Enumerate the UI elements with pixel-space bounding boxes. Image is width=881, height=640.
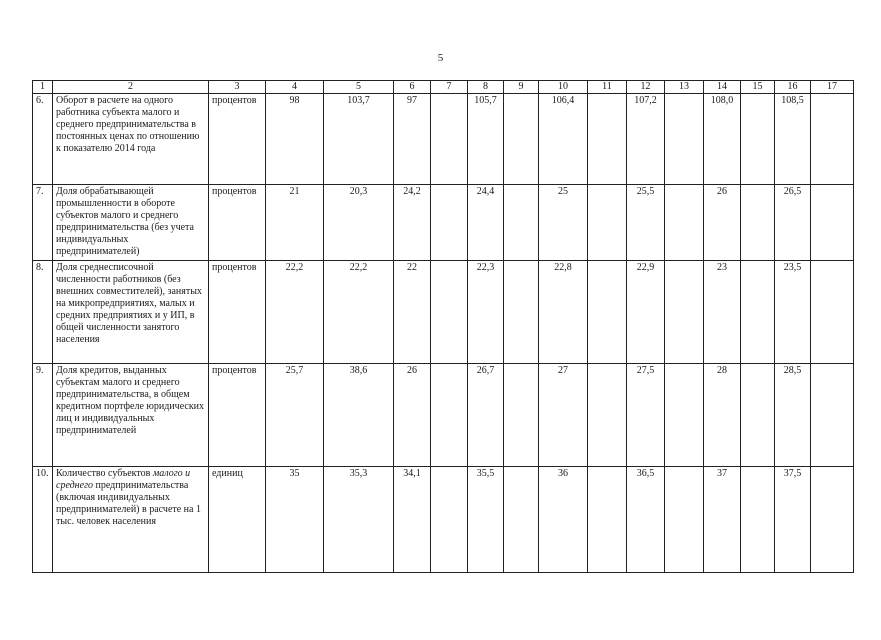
value-cell: 23,5 — [775, 261, 811, 364]
value-cell: 25,5 — [627, 185, 665, 261]
value-cell — [741, 185, 775, 261]
value-cell: 35 — [266, 467, 324, 573]
value-cell — [504, 467, 539, 573]
value-cell — [431, 185, 468, 261]
value-cell — [588, 94, 627, 185]
column-header: 7 — [431, 81, 468, 94]
value-cell — [431, 261, 468, 364]
value-cell — [665, 467, 704, 573]
column-header: 12 — [627, 81, 665, 94]
value-cell — [588, 261, 627, 364]
value-cell: 22,9 — [627, 261, 665, 364]
value-cell: 108,5 — [775, 94, 811, 185]
indicator-name: Доля обрабатывающей промышленности в обороте субъектов малого и среднего предпринимательства (без учета индивидуальных предпринимателей) — [53, 185, 209, 261]
value-cell — [665, 261, 704, 364]
value-cell: 37,5 — [775, 467, 811, 573]
unit: процентов — [209, 364, 266, 467]
value-cell: 22,3 — [468, 261, 504, 364]
column-header: 9 — [504, 81, 539, 94]
value-cell — [811, 94, 854, 185]
indicator-name: Оборот в расчете на одного работника субъекта малого и среднего предпринимательства в постоянных ценах по отношению к показателю 2014 года — [53, 94, 209, 185]
value-cell: 25 — [539, 185, 588, 261]
unit: процентов — [209, 261, 266, 364]
value-cell: 26,7 — [468, 364, 504, 467]
indicator-name: Доля кредитов, выданных субъектам малого и среднего предпринимательства, в общем кредитном портфеле юридических лиц и индивидуальных предпринимателей — [53, 364, 209, 467]
column-header: 8 — [468, 81, 504, 94]
value-cell — [431, 467, 468, 573]
value-cell: 28 — [704, 364, 741, 467]
value-cell: 26 — [394, 364, 431, 467]
value-cell: 36,5 — [627, 467, 665, 573]
column-header: 17 — [811, 81, 854, 94]
indicator-name — [53, 467, 209, 573]
value-cell — [504, 261, 539, 364]
table-row — [33, 94, 854, 185]
value-cell: 38,6 — [324, 364, 394, 467]
column-header: 13 — [665, 81, 704, 94]
value-cell — [811, 185, 854, 261]
row-number: 10. — [33, 467, 53, 573]
column-header: 1 — [33, 81, 53, 94]
column-header: 11 — [588, 81, 627, 94]
indicator-table — [32, 80, 854, 573]
row-number: 6. — [33, 94, 53, 185]
indicator-name-italic-part: малого и среднего — [56, 468, 191, 491]
value-cell — [431, 364, 468, 467]
value-cell: 21 — [266, 185, 324, 261]
column-header: 16 — [775, 81, 811, 94]
value-cell: 97 — [394, 94, 431, 185]
value-cell — [811, 467, 854, 573]
value-cell — [741, 94, 775, 185]
table-row — [33, 261, 854, 364]
value-cell: 106,4 — [539, 94, 588, 185]
value-cell: 20,3 — [324, 185, 394, 261]
value-cell — [504, 94, 539, 185]
value-cell: 35,3 — [324, 467, 394, 573]
value-cell: 26 — [704, 185, 741, 261]
row-number: 8. — [33, 261, 53, 364]
value-cell — [588, 364, 627, 467]
value-cell — [504, 185, 539, 261]
column-header: 4 — [266, 81, 324, 94]
value-cell: 22 — [394, 261, 431, 364]
column-number-row — [33, 81, 854, 94]
value-cell: 108,0 — [704, 94, 741, 185]
value-cell: 28,5 — [775, 364, 811, 467]
value-cell: 24,2 — [394, 185, 431, 261]
value-cell: 26,5 — [775, 185, 811, 261]
indicator-name-part: Количество субъектов — [56, 468, 153, 479]
column-header: 15 — [741, 81, 775, 94]
value-cell: 34,1 — [394, 467, 431, 573]
column-header: 10 — [539, 81, 588, 94]
value-cell — [588, 185, 627, 261]
value-cell: 22,8 — [539, 261, 588, 364]
value-cell: 105,7 — [468, 94, 504, 185]
table-row — [33, 364, 854, 467]
value-cell: 24,4 — [468, 185, 504, 261]
value-cell — [741, 364, 775, 467]
value-cell: 103,7 — [324, 94, 394, 185]
value-cell: 37 — [704, 467, 741, 573]
value-cell: 98 — [266, 94, 324, 185]
column-header: 14 — [704, 81, 741, 94]
row-number: 7. — [33, 185, 53, 261]
column-header: 6 — [394, 81, 431, 94]
value-cell — [665, 364, 704, 467]
value-cell: 107,2 — [627, 94, 665, 185]
table-row — [33, 185, 854, 261]
value-cell: 22,2 — [324, 261, 394, 364]
page-number: 5 — [437, 52, 444, 64]
value-cell: 25,7 — [266, 364, 324, 467]
unit: процентов — [209, 185, 266, 261]
column-header: 5 — [324, 81, 394, 94]
indicator-name-part: предпринимательства (включая индивидуальных предпринимателей) в расчете на 1 тыс. человек населения — [56, 480, 201, 527]
unit: единиц — [209, 467, 266, 573]
value-cell — [665, 185, 704, 261]
value-cell — [811, 364, 854, 467]
value-cell: 22,2 — [266, 261, 324, 364]
value-cell: 23 — [704, 261, 741, 364]
value-cell — [811, 261, 854, 364]
value-cell — [741, 261, 775, 364]
unit: процентов — [209, 94, 266, 185]
value-cell — [741, 467, 775, 573]
value-cell — [504, 364, 539, 467]
table-row — [33, 467, 854, 573]
column-header: 3 — [209, 81, 266, 94]
value-cell: 35,5 — [468, 467, 504, 573]
value-cell — [588, 467, 627, 573]
indicator-name: Доля среднесписочной численности работников (без внешних совместителей), занятых на микропредприятиях, малых и средних предприятиях и у ИП, в общей численности занятого населения — [53, 261, 209, 364]
value-cell — [665, 94, 704, 185]
column-header: 2 — [53, 81, 209, 94]
value-cell: 36 — [539, 467, 588, 573]
value-cell — [431, 94, 468, 185]
value-cell: 27 — [539, 364, 588, 467]
row-number: 9. — [33, 364, 53, 467]
value-cell: 27,5 — [627, 364, 665, 467]
